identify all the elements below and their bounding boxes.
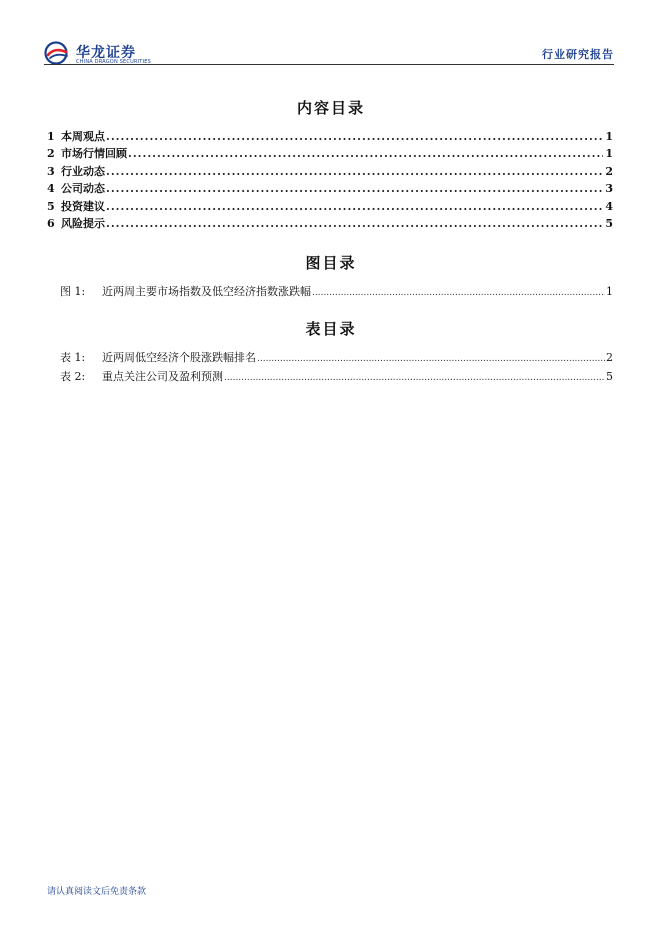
toc-entry-label: 公司动态 [61, 182, 105, 196]
figures-list [60, 283, 613, 302]
toc-entry-number: 6 [47, 216, 55, 230]
tables-title: 表目录 [305, 320, 357, 338]
toc-entry[interactable] [47, 180, 613, 197]
dot-leader [224, 373, 605, 383]
toc-entry-number: 2 [47, 147, 55, 161]
page-header [44, 38, 614, 66]
table-entry[interactable] [60, 349, 613, 368]
logo-english-name: CHINA DRAGON SECURITIES [76, 59, 151, 65]
toc-entry-number: 4 [47, 182, 55, 196]
toc-entry[interactable] [47, 128, 613, 145]
toc-entry[interactable] [47, 163, 613, 180]
toc-entry-page: 1 [605, 147, 613, 161]
toc-entry-label: 行业动态 [61, 164, 105, 178]
dot-leader [106, 130, 603, 143]
dot-leader [106, 200, 603, 213]
table-entry-text: 近两周低空经济个股涨跌幅排名 [102, 351, 256, 364]
dot-leader [106, 165, 603, 178]
toc-entry-label: 本周观点 [61, 130, 105, 143]
toc-entry-page: 5 [605, 216, 613, 230]
table-entry-label: 表 1: [60, 351, 86, 364]
dot-leader [106, 217, 603, 230]
table-entry[interactable] [60, 368, 613, 387]
dot-leader [257, 354, 605, 364]
figures-title: 图目录 [305, 254, 357, 272]
contents-title: 内容目录 [296, 99, 365, 117]
report-type-label: 行业研究报告 [542, 48, 614, 61]
figure-entry-page: 1 [606, 285, 613, 298]
header-divider [44, 64, 614, 65]
toc-entry-number: 3 [47, 164, 55, 178]
logo-chinese-name: 华龙证券 [76, 45, 136, 61]
dot-leader [106, 182, 603, 195]
figure-entry-label: 图 1: [60, 285, 86, 298]
contents-list [47, 128, 613, 232]
toc-entry-page: 1 [605, 130, 613, 143]
table-entry-page: 2 [606, 351, 613, 364]
toc-entry-label: 投资建议 [61, 199, 105, 213]
dot-leader [312, 288, 605, 298]
figure-entry[interactable] [60, 283, 613, 302]
disclaimer-footer: 请认真阅读文后免责条款 [47, 887, 147, 897]
toc-entry-number: 1 [47, 130, 55, 143]
toc-entry[interactable] [47, 198, 613, 215]
toc-entry[interactable] [47, 215, 613, 232]
company-logo [44, 40, 184, 66]
toc-entry-page: 3 [605, 182, 613, 196]
tables-list [60, 349, 613, 387]
dot-leader [128, 147, 603, 160]
figure-entry-text: 近两周主要市场指数及低空经济指数涨跌幅 [102, 285, 311, 298]
toc-entry-page: 4 [605, 199, 613, 213]
toc-entry[interactable] [47, 145, 613, 162]
dragon-logo-icon [44, 41, 70, 65]
toc-entry-label: 风险提示 [61, 216, 105, 230]
toc-entry-number: 5 [47, 199, 55, 213]
toc-entry-label: 市场行情回顾 [61, 147, 127, 161]
table-entry-label: 表 2: [60, 370, 86, 383]
table-entry-page: 5 [606, 370, 613, 383]
toc-entry-page: 2 [605, 164, 613, 178]
table-entry-text: 重点关注公司及盈利预测 [102, 370, 223, 383]
